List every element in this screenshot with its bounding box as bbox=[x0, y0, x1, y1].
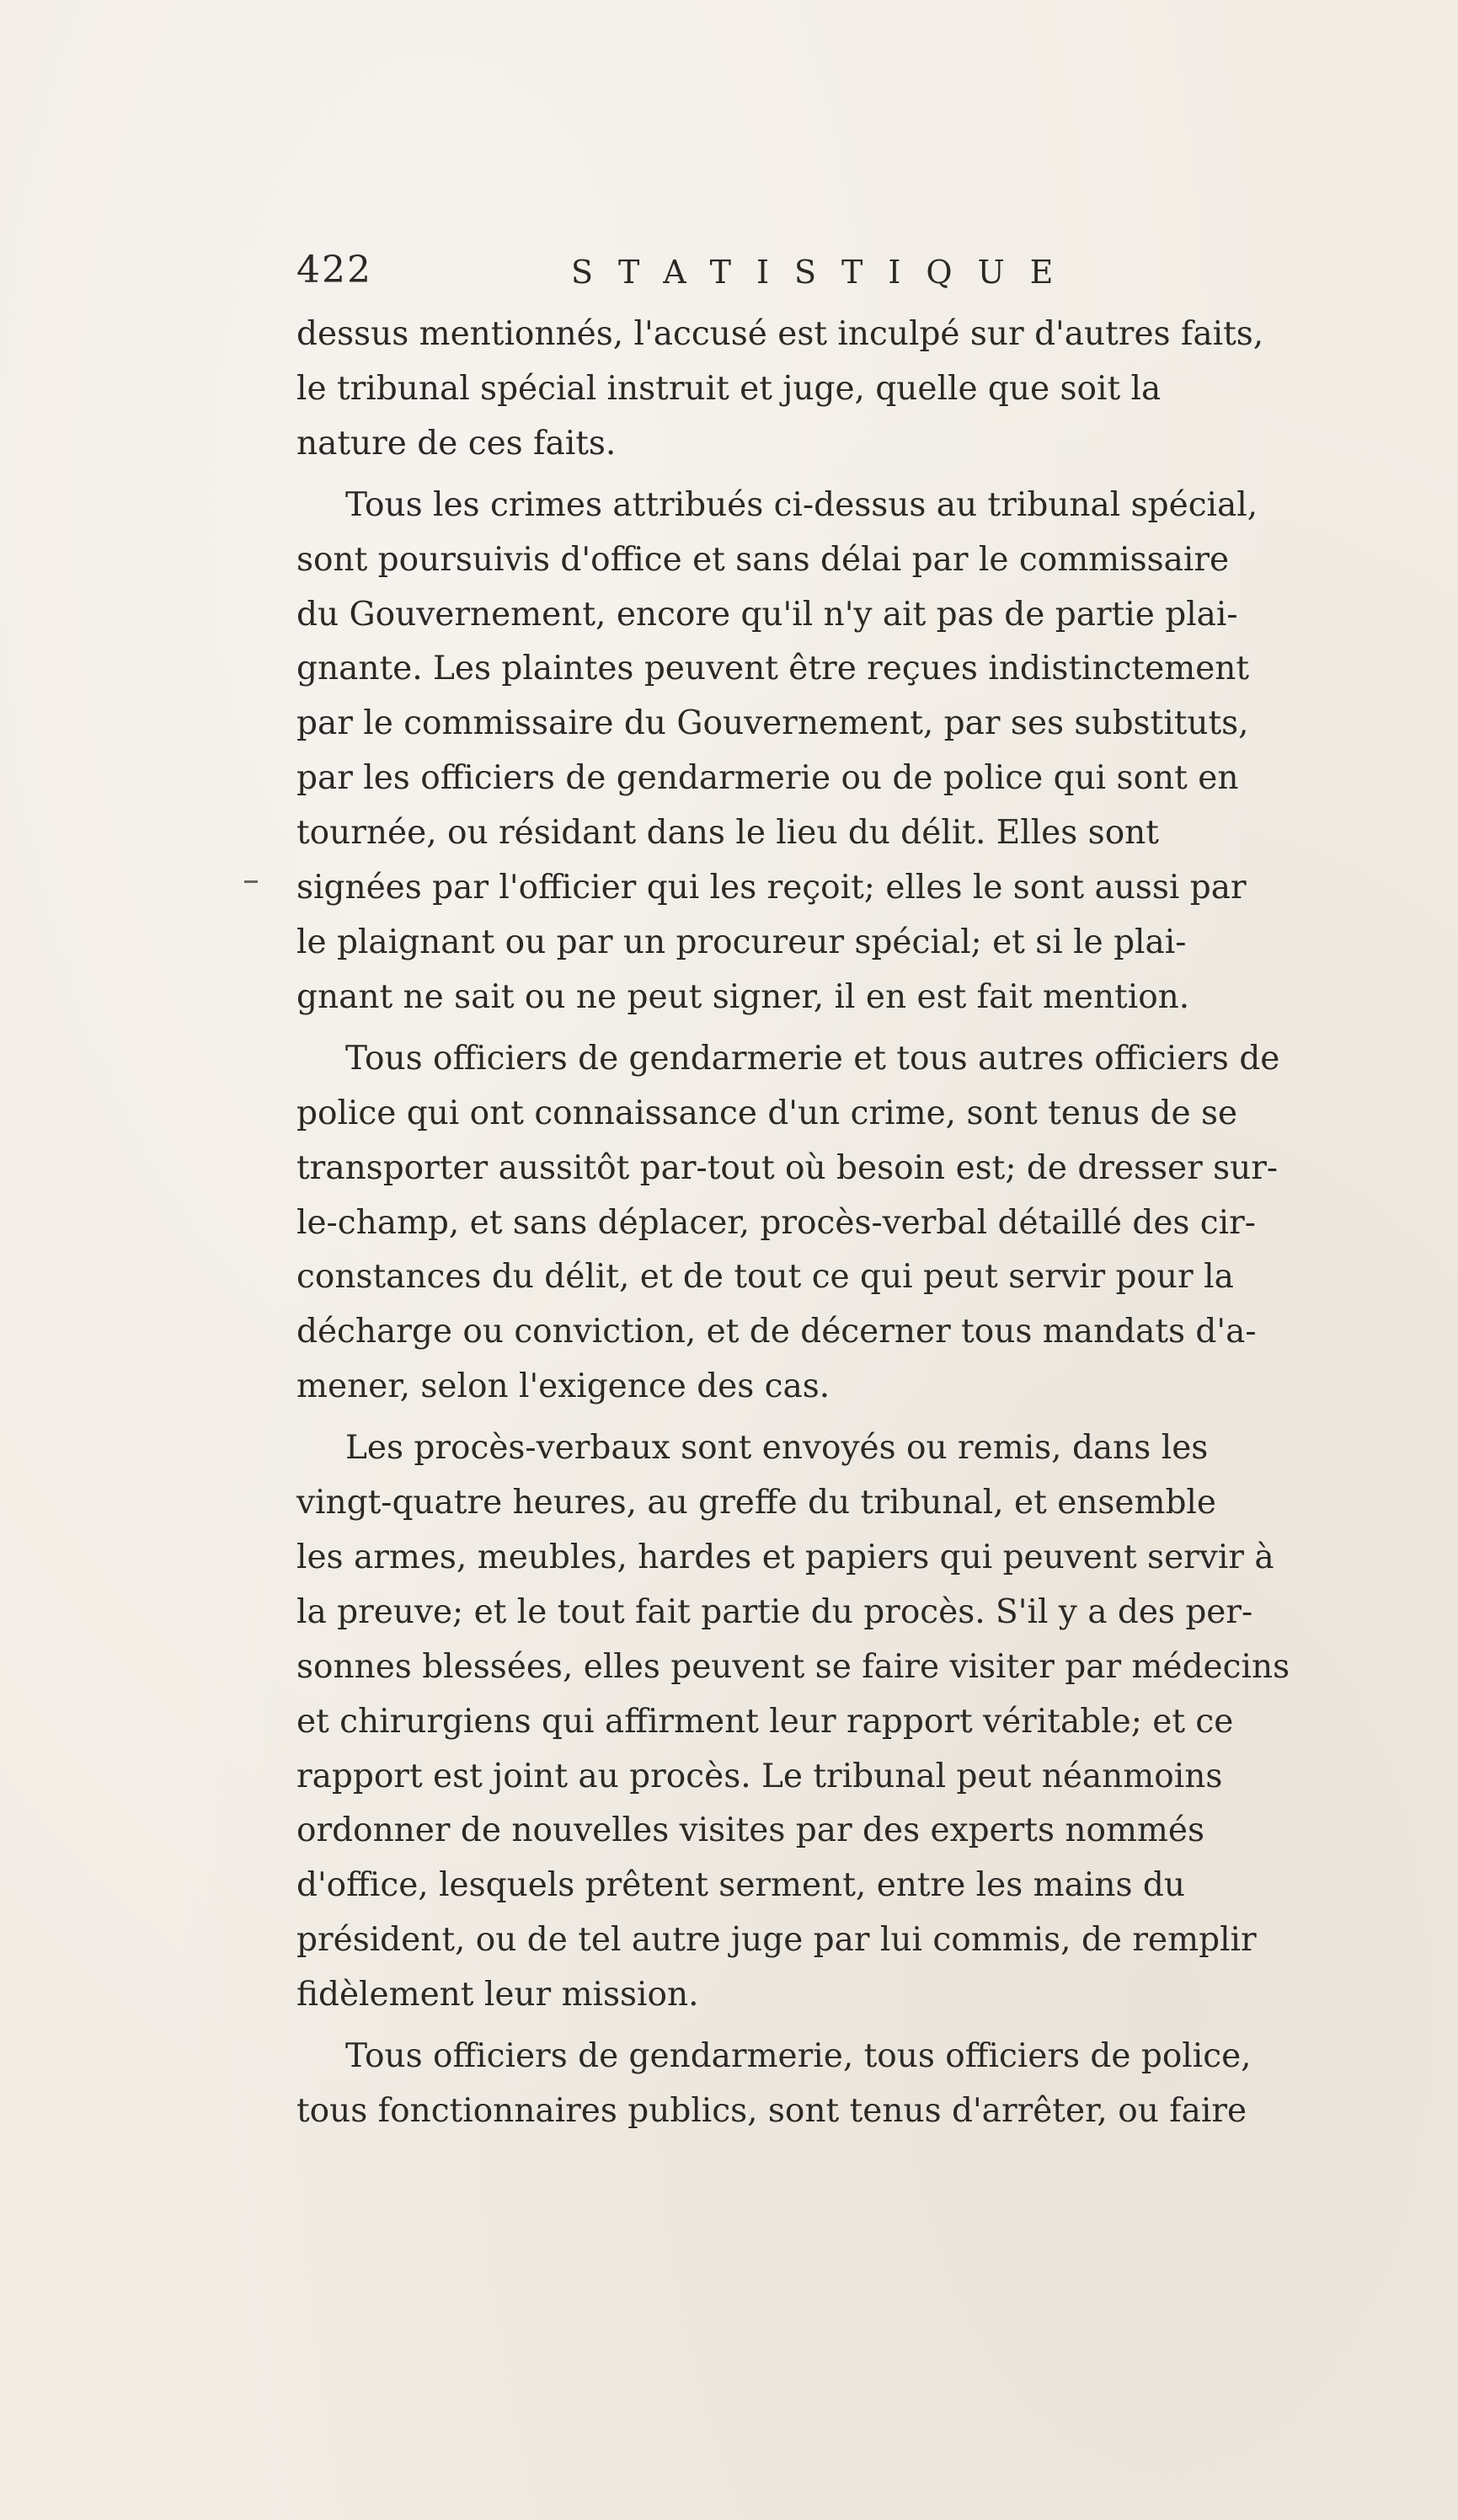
paragraph: Les procès-verbaux sont envoyés ou remis, dans les vingt-quatre heures, au greffe du tribunal, et ensemble les armes, meubles, hardes et papiers qui peuvent servir à la preuve; et le tout fait partie du procès. S'il y a des per- sonnes blessées, elles peuvent se faire visiter par médecins et chirurgiens qui affirment leur rapport véritable; et ce rapport est joint au procès. Le tribunal peut néanmoins ordonner de nouvelles visites par des experts nommés d'office, lesquels prêtent serment, entre les mains du président, ou de tel autre juge par lui commis, de remplir fidèlement leur mission. bbox=[296, 1429, 1290, 2014]
margin-mark bbox=[244, 880, 258, 883]
paragraph: Tous les crimes attribués ci-dessus au tribunal spécial, sont poursuivis d'office et sans délai par le commissaire du Gouvernement, encore qu'il n'y ait pas de partie plai- gnante. Les plaintes peuvent être reçues indistinctement par le commissaire du Gouvernement, par ses substituts, par les officiers de gendarmerie ou de police qui sont en tournée, ou résidant dans le lieu du délit. Elles sont signées par l'officier qui les reçoit; elles le sont aussi par le plaignant ou par un procureur spécial; et si le plai- gnant ne sait ou ne peut signer, il en est fait mention. bbox=[296, 485, 1258, 1016]
paragraph: Tous officiers de gendarmerie, tous officiers de police, tous fonctionnaires publics, sont tenus d'arrêter, ou faire bbox=[296, 2037, 1252, 2130]
paragraph: Tous officiers de gendarmerie et tous autres officiers de police qui ont connaissance d'un crime, sont tenus de se transporter aussitôt par-tout où besoin est; de dresser sur- le-champ, et sans déplacer, procès-verbal détaillé des cir- constances du délit, et de tout ce qui peut servir pour la décharge ou conviction, et de décerner tous mandats d'a- mener, selon l'exigence des cas. bbox=[296, 1039, 1280, 1406]
paragraph-continued: dessus mentionnés, l'accusé est inculpé sur d'autres faits, le tribunal spécial instruit et juge, quelle que soit la nature de ces faits. bbox=[296, 315, 1264, 463]
page-header bbox=[296, 249, 1156, 308]
page-number: 422 bbox=[296, 249, 372, 292]
body-text bbox=[296, 308, 1391, 2146]
running-head: STATISTIQUE bbox=[571, 254, 1079, 291]
